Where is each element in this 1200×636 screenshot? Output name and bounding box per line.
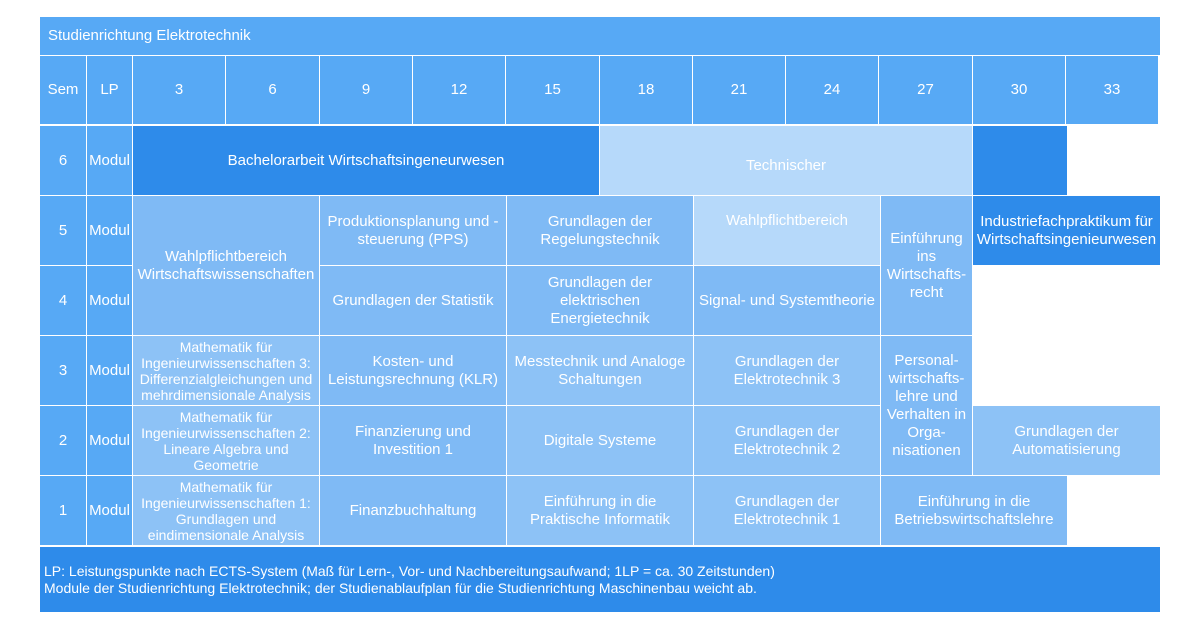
- module-automatisierung: Grundlagen der Automatisierung: [973, 406, 1160, 475]
- header-lp-col: 15: [506, 56, 599, 124]
- module-klr: Kosten- und Leistungsrechnung (KLR): [320, 336, 506, 405]
- module-statistik: Grundlagen der Statistik: [320, 266, 506, 335]
- module-et1: Grundlagen der Elektrotechnik 1: [694, 476, 880, 545]
- module-personal: Personal-wirtschafts-lehre und Verhalten in Orga-nisationen: [881, 336, 972, 475]
- sem-label: 4: [40, 266, 86, 335]
- module-pps: Produktionsplanung und -steuerung (PPS): [320, 196, 506, 265]
- module-et3: Grundlagen der Elektrotechnik 3: [694, 336, 880, 405]
- module-mathe2: Mathematik für Ingenieurwissenschaften 2: Lineare Algebra und Geometrie: [133, 406, 319, 475]
- modul-label: Modul: [87, 406, 132, 475]
- modul-label: Modul: [87, 126, 132, 195]
- header-lp-col: 12: [413, 56, 505, 124]
- header-lp-col: 33: [1066, 56, 1158, 124]
- module-bachelorarbeit: Bachelorarbeit Wirtschaftsingeneurwesen: [133, 126, 599, 195]
- module-mathe1: Mathematik für Ingenieurwissenschaften 1: Grundlagen und eindimensionale Analysis: [133, 476, 319, 545]
- modul-label: Modul: [87, 196, 132, 265]
- header-lp-col: 21: [693, 56, 785, 124]
- footer-line-1: LP: Leistungspunkte nach ECTS-System (Maß für Lern-, Vor- und Nachbereitungsaufwand; 1LP = ca. 30 Zeitstunden): [44, 562, 775, 579]
- header-lp-col: 24: [786, 56, 878, 124]
- module-energietechnik: Grundlagen der elektrischen Energietechnik: [507, 266, 693, 335]
- modul-label: Modul: [87, 476, 132, 545]
- module-informatik: Einführung in die Praktische Informatik: [507, 476, 693, 545]
- module-finanzierung: Finanzierung und Investition 1: [320, 406, 506, 475]
- header-lp-col: 6: [226, 56, 319, 124]
- module-regelungstechnik: Grundlagen der Regelungstechnik: [507, 196, 693, 265]
- header-lp-col: 9: [320, 56, 412, 124]
- module-digitale: Digitale Systeme: [507, 406, 693, 475]
- module-mathe3: Mathematik für Ingenieurwissenschaften 3: Differenzialgleichungen und mehrdimensionale Analysis: [133, 336, 319, 405]
- module-bwl: Einführung in die Betriebswirtschaftslehre: [881, 476, 1067, 545]
- module-et2: Grundlagen der Elektrotechnik 2: [694, 406, 880, 475]
- module-industrie-top: [973, 126, 1067, 195]
- module-finanzbuch: Finanzbuchhaltung: [320, 476, 506, 545]
- header-lp-col: 18: [600, 56, 692, 124]
- module-einfuehrung-recht: Einführung ins Wirtschafts-recht: [881, 196, 972, 335]
- modul-label: Modul: [87, 266, 132, 335]
- module-messtechnik: Messtechnik und Analoge Schaltungen: [507, 336, 693, 405]
- module-wahlpflicht-wiwi: Wahlpflichtbereich Wirtschaftswissenschaften: [133, 196, 319, 335]
- header-lp-col: 3: [133, 56, 225, 124]
- module-technischer: Technischer: [600, 126, 972, 195]
- sem-label: 3: [40, 336, 86, 405]
- header-lp: LP: [87, 56, 132, 124]
- sem-label: 6: [40, 126, 86, 195]
- header-sem: Sem: [40, 56, 86, 124]
- module-industriefachpraktikum: Industriefachpraktikum für Wirtschaftsingenieurwesen: [973, 196, 1160, 265]
- footer-line-2: Module der Studienrichtung Elektrotechnik; der Studienablaufplan für die Studienrichtung Maschinenbau weicht ab.: [44, 579, 757, 596]
- sem-label: 2: [40, 406, 86, 475]
- sem-label: 1: [40, 476, 86, 545]
- module-wahlpflichtbereich: Wahlpflichtbereich: [694, 196, 880, 265]
- footer-note: [40, 547, 1160, 612]
- header-lp-col: 27: [879, 56, 972, 124]
- modul-label: Modul: [87, 336, 132, 405]
- table-title: Studienrichtung Elektrotechnik: [40, 17, 1160, 55]
- module-signal: Signal- und Systemtheorie: [694, 266, 880, 335]
- sem-label: 5: [40, 196, 86, 265]
- header-lp-col: 30: [973, 56, 1065, 124]
